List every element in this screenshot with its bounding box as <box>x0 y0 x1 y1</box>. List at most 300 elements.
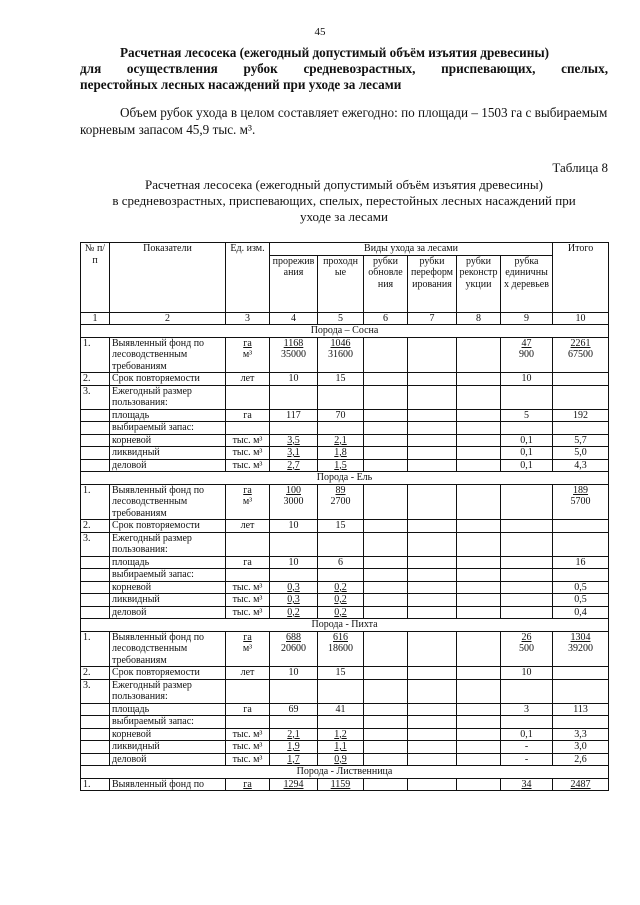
stock-row <box>81 728 609 741</box>
value-cell <box>364 753 408 766</box>
column-number: 9 <box>501 312 553 325</box>
value-cell <box>364 447 408 460</box>
empty-cell <box>270 679 318 703</box>
empty-cell <box>553 385 609 409</box>
empty-cell <box>226 569 270 582</box>
value-cell: 0,2 <box>270 606 318 619</box>
value-cell <box>457 373 501 386</box>
value-cell <box>408 703 457 716</box>
period-row <box>81 520 609 533</box>
empty-cell <box>270 532 318 556</box>
empty-cell <box>364 569 408 582</box>
row-label: Выявленный фонд по <box>110 778 226 791</box>
area-row <box>81 556 609 569</box>
caption-line-3: уходе за лесами <box>300 209 388 224</box>
value-cell <box>501 520 553 533</box>
value-cell: 113 <box>553 703 609 716</box>
value-cell: 688 20600 <box>270 631 318 667</box>
row-num: 2. <box>81 667 110 680</box>
value-cell <box>408 594 457 607</box>
empty-cell <box>408 569 457 582</box>
value-cell <box>457 337 501 373</box>
value-cell: 5,7 <box>553 434 609 447</box>
value-cell: 0,2 <box>318 606 364 619</box>
value-cell: - <box>501 741 553 754</box>
value-cell <box>364 337 408 373</box>
value-cell <box>408 447 457 460</box>
fund-row <box>81 337 609 373</box>
value-cell <box>408 753 457 766</box>
row-label: Ежегодный размер пользования: <box>110 385 226 409</box>
value-cell <box>408 741 457 754</box>
empty-cell <box>553 532 609 556</box>
value-cell <box>364 373 408 386</box>
row-label: корневой <box>110 434 226 447</box>
empty-cell <box>364 679 408 703</box>
unit-cell: тыс. м³ <box>226 741 270 754</box>
value-cell: 47 900 <box>501 337 553 373</box>
value-cell: 189 5700 <box>553 484 609 520</box>
value-cell: 2487 <box>553 778 609 791</box>
value-cell: 16 <box>553 556 609 569</box>
row-label: площадь <box>110 409 226 422</box>
row-label: площадь <box>110 556 226 569</box>
value-cell: 1294 <box>270 778 318 791</box>
value-cell: 0,5 <box>553 594 609 607</box>
value-cell: 616 18600 <box>318 631 364 667</box>
value-cell: 2261 67500 <box>553 337 609 373</box>
value-cell <box>457 459 501 472</box>
table-label: Таблица 8 <box>552 160 608 175</box>
unit-cell: га м³ <box>226 337 270 373</box>
value-cell <box>408 581 457 594</box>
row-label: Ежегодный размер пользования: <box>110 679 226 703</box>
annual-row <box>81 679 609 703</box>
column-number: 2 <box>110 312 226 325</box>
value-cell: 34 <box>501 778 553 791</box>
value-cell <box>553 520 609 533</box>
section-title-row <box>81 766 609 779</box>
value-cell <box>457 631 501 667</box>
empty-cell <box>226 422 270 435</box>
unit-cell: тыс. м³ <box>226 728 270 741</box>
stock-row <box>81 447 609 460</box>
unit-cell: тыс. м³ <box>226 447 270 460</box>
header-total: Итого <box>553 243 609 313</box>
value-cell: 15 <box>318 520 364 533</box>
row-num <box>81 728 110 741</box>
value-cell: 10 <box>270 667 318 680</box>
value-cell <box>553 667 609 680</box>
value-cell: 0,5 <box>553 581 609 594</box>
row-label: выбираемый запас: <box>110 569 226 582</box>
column-number: 6 <box>364 312 408 325</box>
empty-cell <box>501 385 553 409</box>
value-cell <box>457 703 501 716</box>
value-cell <box>364 581 408 594</box>
value-cell: 1,8 <box>318 447 364 460</box>
row-num <box>81 606 110 619</box>
section-title-row <box>81 325 609 338</box>
value-cell: 1,5 <box>318 459 364 472</box>
value-cell: 1159 <box>318 778 364 791</box>
value-cell: 0,2 <box>318 594 364 607</box>
empty-cell <box>270 422 318 435</box>
empty-cell <box>501 569 553 582</box>
value-cell: 100 3000 <box>270 484 318 520</box>
row-num <box>81 422 110 435</box>
row-num <box>81 703 110 716</box>
row-num: 1. <box>81 778 110 791</box>
empty-cell <box>457 532 501 556</box>
empty-cell <box>501 422 553 435</box>
value-cell <box>364 741 408 754</box>
period-row <box>81 667 609 680</box>
row-num: 1. <box>81 631 110 667</box>
empty-cell <box>226 385 270 409</box>
section-title-row <box>81 472 609 485</box>
row-num <box>81 581 110 594</box>
value-cell <box>364 409 408 422</box>
value-cell <box>457 520 501 533</box>
summary-paragraph: Объем рубок ухода в целом составляет ежегодно: по площади – 1503 га с выбираемым корневым запасом 45,9 тыс. м³. <box>80 105 608 137</box>
stock-label-row <box>81 716 609 729</box>
header-unit: Ед. изм. <box>226 243 270 313</box>
value-cell <box>364 778 408 791</box>
value-cell: 3,3 <box>553 728 609 741</box>
value-cell: 10 <box>270 520 318 533</box>
header-group: Виды ухода за лесами <box>270 243 553 256</box>
value-cell: 10 <box>501 667 553 680</box>
empty-cell <box>270 385 318 409</box>
value-cell <box>364 556 408 569</box>
unit-cell: лет <box>226 373 270 386</box>
row-label: деловой <box>110 606 226 619</box>
empty-cell <box>408 716 457 729</box>
stock-row <box>81 434 609 447</box>
value-cell <box>408 728 457 741</box>
unit-cell: лет <box>226 667 270 680</box>
header-type: рубки обновления <box>364 255 408 312</box>
empty-cell <box>501 679 553 703</box>
empty-cell <box>408 422 457 435</box>
unit-cell: тыс. м³ <box>226 581 270 594</box>
section-title: Порода - Лиственница <box>81 766 609 779</box>
unit-cell: га <box>226 409 270 422</box>
fund-row-partial <box>81 778 609 791</box>
value-cell <box>408 631 457 667</box>
empty-cell <box>318 569 364 582</box>
empty-cell <box>318 716 364 729</box>
value-cell: 2,1 <box>318 434 364 447</box>
value-cell <box>408 459 457 472</box>
value-cell: 5 <box>501 409 553 422</box>
unit-cell: тыс. м³ <box>226 606 270 619</box>
value-cell <box>364 606 408 619</box>
empty-cell <box>457 422 501 435</box>
caption-line-2: в средневозрастных, приспевающих, спелых, перестойных лесных насаждений при <box>112 193 576 208</box>
fund-row <box>81 631 609 667</box>
row-num <box>81 753 110 766</box>
value-cell: 0,4 <box>553 606 609 619</box>
row-label: Срок повторяемости <box>110 520 226 533</box>
value-cell <box>364 703 408 716</box>
row-num <box>81 741 110 754</box>
empty-cell <box>408 532 457 556</box>
value-cell <box>457 778 501 791</box>
empty-cell <box>364 532 408 556</box>
empty-cell <box>457 679 501 703</box>
value-cell: 41 <box>318 703 364 716</box>
header-type: рубки реконструкции <box>457 255 501 312</box>
annual-row <box>81 385 609 409</box>
value-cell <box>364 459 408 472</box>
value-cell: 15 <box>318 373 364 386</box>
value-cell: 26 500 <box>501 631 553 667</box>
header-num: № п/п <box>81 243 110 313</box>
unit-cell: га <box>226 556 270 569</box>
value-cell <box>408 434 457 447</box>
value-cell <box>408 520 457 533</box>
row-num: 3. <box>81 385 110 409</box>
section-title: Порода – Сосна <box>81 325 609 338</box>
value-cell <box>501 606 553 619</box>
row-num: 3. <box>81 679 110 703</box>
empty-cell <box>318 422 364 435</box>
heading-line-3: перестойных лесных насаждений при уходе за лесами <box>80 77 402 92</box>
felling-table <box>80 242 609 791</box>
row-label: корневой <box>110 581 226 594</box>
stock-row <box>81 753 609 766</box>
value-cell: 0,9 <box>318 753 364 766</box>
value-cell: 2,1 <box>270 728 318 741</box>
column-number: 5 <box>318 312 364 325</box>
value-cell <box>457 434 501 447</box>
caption-line-1: Расчетная лесосека (ежегодный допустимый объём изъятия древесины) <box>145 177 543 192</box>
row-num <box>81 594 110 607</box>
value-cell: 1046 31600 <box>318 337 364 373</box>
fund-row <box>81 484 609 520</box>
value-cell: 2,7 <box>270 459 318 472</box>
unit-cell: га <box>226 778 270 791</box>
value-cell <box>364 484 408 520</box>
value-cell: 0,1 <box>501 447 553 460</box>
value-cell: 0,3 <box>270 581 318 594</box>
section-title: Порода - Ель <box>81 472 609 485</box>
value-cell: 10 <box>270 373 318 386</box>
row-label: Выявленный фонд по лесоводственным требованиям <box>110 484 226 520</box>
row-num <box>81 556 110 569</box>
value-cell <box>457 667 501 680</box>
value-cell <box>364 520 408 533</box>
value-cell <box>408 606 457 619</box>
empty-cell <box>408 385 457 409</box>
unit-cell: тыс. м³ <box>226 434 270 447</box>
value-cell <box>408 667 457 680</box>
value-cell <box>457 484 501 520</box>
row-num <box>81 434 110 447</box>
section-title-row <box>81 619 609 632</box>
value-cell <box>553 373 609 386</box>
row-num: 2. <box>81 373 110 386</box>
row-num <box>81 569 110 582</box>
empty-cell <box>270 569 318 582</box>
value-cell <box>408 409 457 422</box>
area-row <box>81 703 609 716</box>
value-cell: 70 <box>318 409 364 422</box>
section-title: Порода - Пихта <box>81 619 609 632</box>
stock-row <box>81 741 609 754</box>
empty-cell <box>408 679 457 703</box>
column-numbers-row <box>81 312 609 325</box>
row-num <box>81 716 110 729</box>
empty-cell <box>553 422 609 435</box>
empty-cell <box>364 385 408 409</box>
header-type: рубка единичных деревьев <box>501 255 553 312</box>
value-cell <box>364 667 408 680</box>
row-num <box>81 409 110 422</box>
value-cell: 0,1 <box>501 434 553 447</box>
section-heading <box>80 45 608 93</box>
unit-cell: тыс. м³ <box>226 594 270 607</box>
value-cell <box>457 753 501 766</box>
area-row <box>81 409 609 422</box>
empty-cell <box>318 385 364 409</box>
column-number: 1 <box>81 312 110 325</box>
value-cell: 1168 35000 <box>270 337 318 373</box>
value-cell <box>501 594 553 607</box>
empty-cell <box>501 532 553 556</box>
value-cell: 2,6 <box>553 753 609 766</box>
value-cell <box>501 556 553 569</box>
column-number: 7 <box>408 312 457 325</box>
row-label: ликвидный <box>110 741 226 754</box>
value-cell <box>408 556 457 569</box>
value-cell: 0,1 <box>501 728 553 741</box>
unit-cell: га <box>226 703 270 716</box>
stock-row <box>81 459 609 472</box>
heading-line-1: Расчетная лесосека (ежегодный допустимый объём изъятия древесины) <box>120 45 550 60</box>
row-label: Срок повторяемости <box>110 667 226 680</box>
unit-cell: га м³ <box>226 631 270 667</box>
value-cell <box>364 631 408 667</box>
empty-cell <box>553 679 609 703</box>
row-label: ликвидный <box>110 447 226 460</box>
value-cell <box>457 409 501 422</box>
empty-cell <box>318 532 364 556</box>
value-cell: 1,7 <box>270 753 318 766</box>
header-indicators: Показатели <box>110 243 226 313</box>
value-cell <box>457 581 501 594</box>
value-cell: 0,3 <box>270 594 318 607</box>
empty-cell <box>553 716 609 729</box>
value-cell: - <box>501 753 553 766</box>
value-cell: 10 <box>270 556 318 569</box>
value-cell <box>457 741 501 754</box>
value-cell <box>501 581 553 594</box>
page-number: 45 <box>314 26 326 38</box>
value-cell <box>457 728 501 741</box>
row-num: 1. <box>81 337 110 373</box>
value-cell <box>457 556 501 569</box>
row-num <box>81 447 110 460</box>
header-type: рубки переформирования <box>408 255 457 312</box>
value-cell: 3,1 <box>270 447 318 460</box>
stock-row <box>81 594 609 607</box>
value-cell: 0,1 <box>501 459 553 472</box>
row-num: 2. <box>81 520 110 533</box>
value-cell: 69 <box>270 703 318 716</box>
row-label: Ежегодный размер пользования: <box>110 532 226 556</box>
empty-cell <box>457 569 501 582</box>
row-num: 1. <box>81 484 110 520</box>
empty-cell <box>364 716 408 729</box>
value-cell <box>408 778 457 791</box>
value-cell <box>364 728 408 741</box>
value-cell: 89 2700 <box>318 484 364 520</box>
unit-cell: тыс. м³ <box>226 459 270 472</box>
value-cell: 15 <box>318 667 364 680</box>
value-cell: 4,3 <box>553 459 609 472</box>
annual-row <box>81 532 609 556</box>
empty-cell <box>457 385 501 409</box>
stock-label-row <box>81 422 609 435</box>
value-cell: 1,2 <box>318 728 364 741</box>
unit-cell: га м³ <box>226 484 270 520</box>
header-row <box>81 243 609 256</box>
empty-cell <box>226 716 270 729</box>
heading-line-2: для осуществления рубок средневозрастных, приспевающих, спелых, <box>80 61 608 76</box>
value-cell <box>408 373 457 386</box>
row-label: деловой <box>110 459 226 472</box>
empty-cell <box>226 679 270 703</box>
column-number: 10 <box>553 312 609 325</box>
row-label: Выявленный фонд по лесоводственным требованиям <box>110 631 226 667</box>
value-cell: 117 <box>270 409 318 422</box>
value-cell <box>457 594 501 607</box>
row-label: выбираемый запас: <box>110 716 226 729</box>
row-label: ликвидный <box>110 594 226 607</box>
empty-cell <box>226 532 270 556</box>
empty-cell <box>318 679 364 703</box>
value-cell <box>364 434 408 447</box>
unit-cell: тыс. м³ <box>226 753 270 766</box>
row-label: корневой <box>110 728 226 741</box>
row-num: 3. <box>81 532 110 556</box>
row-label: площадь <box>110 703 226 716</box>
empty-cell <box>457 716 501 729</box>
value-cell: 3,5 <box>270 434 318 447</box>
value-cell: 10 <box>501 373 553 386</box>
value-cell: 5,0 <box>553 447 609 460</box>
column-number: 3 <box>226 312 270 325</box>
value-cell: 192 <box>553 409 609 422</box>
row-label: Срок повторяемости <box>110 373 226 386</box>
column-number: 4 <box>270 312 318 325</box>
stock-label-row <box>81 569 609 582</box>
value-cell: 1304 39200 <box>553 631 609 667</box>
value-cell <box>457 606 501 619</box>
row-label: Выявленный фонд по лесоводственным требованиям <box>110 337 226 373</box>
column-number: 8 <box>457 312 501 325</box>
row-label: деловой <box>110 753 226 766</box>
table-caption <box>80 177 608 225</box>
value-cell <box>408 337 457 373</box>
header-type: прореживания <box>270 255 318 312</box>
value-cell <box>364 594 408 607</box>
period-row <box>81 373 609 386</box>
value-cell: 1,1 <box>318 741 364 754</box>
